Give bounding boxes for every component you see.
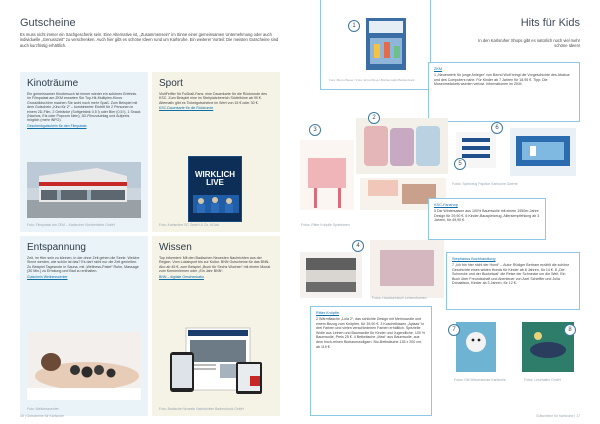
badge-7: 7 — [448, 324, 460, 336]
badge-2: 2 — [368, 112, 380, 124]
stephanus-box — [446, 252, 580, 310]
stephanus-text: 7 „Ich bin hier nicht der Hund“ – Autor Rüdiger Bertram erzählt die schöne Geschichte eines wilden Hunds für Kinder ab 8 Jahren, für 14 €. 8 „Die Schnecke und der Buckelwal“ die Reise der Schnecke um die Welt. Ein Buch über Freundschaft und Abenteuer von Axel Scheffler und Julia Donaldson, Kinder ab 3 Jahren, für 12 €. — [452, 263, 570, 286]
wissen-link[interactable]: BNN – digitale Geschenkabo — [159, 274, 204, 279]
kino-link[interactable]: Geschenkgutschein für den Filmpalast — [27, 123, 87, 128]
kbox-image-1 — [320, 0, 431, 90]
page-title-gutscheine: Gutscheine — [20, 17, 76, 29]
sport-box — [152, 72, 280, 232]
sport-title: Sport — [159, 78, 183, 89]
badge-1: 1 — [348, 20, 360, 32]
cinema-photo — [27, 162, 141, 218]
massage-photo — [27, 332, 141, 400]
sport-caption: Foto: Karlsruher SC GmbH & Co. KGaA — [159, 222, 220, 227]
page-title-kids: Hits für Kids — [520, 17, 580, 29]
zkm-box — [428, 62, 580, 122]
right-footer: Gutscheine für Karlsruhe | 17 — [535, 414, 580, 418]
stephanus-link[interactable]: Stephanus Buchhandlung — [452, 257, 496, 261]
kino-caption: Foto: Filmpalast am ZKM – Karlsruher Kinobetriebe GmbH — [27, 222, 115, 227]
entspannung-caption: Foto: Wellnesscenter — [27, 406, 59, 411]
kino-box — [20, 72, 148, 232]
kids-clothes-photo — [452, 124, 580, 188]
wissen-text: Top informiert: Mit den Badischen Neuesten Nachrichten aus der Region. Vom Lokalsport bis zur Kultur. BNN Gutscheine für das BNN-Abo ab 45 €, zum Beispiel „Buch für Sechs Wochen“ mit einem Monat zum Kennenlernen oder „Ein Jahr BNN“. — [159, 256, 271, 274]
sport-link[interactable]: KSC-Dauerkarte für die Rückrunde — [159, 106, 214, 111]
caption-3: Fotos: Ritter Knöpfle Spielwaren — [301, 223, 350, 227]
ritter-text: 2 Wärmflasche „Lola 2“, das schlichte Design mit Merinowolle und einem Bezug zum Knöpfen, für 39,90 €. 3 Kuschelkissen „Aylaas“ in drei Farben und vielen verschiedenen Farben erhältlich. Spezielle Wolle aus Leinen und Baumwolle für Kinder und Jugendliche, 100 % Baumwolle, Preis 25 €. 4 Bettwäsche „Maxi“ aus Baumwolle, aus dem hoch-reinen Biobaumwollgarn. Bio-Bettwäsche 135 x 200 cm, ab 119 €. — [316, 317, 426, 349]
ksc-fanshop-box — [428, 198, 546, 240]
newspaper-devices — [166, 322, 266, 400]
wissen-box — [152, 236, 280, 416]
caption-1: Foto: Bruno Bauer / Foto: Ernst Meyer Büchermarkt Badendruck — [329, 78, 415, 82]
zkm-link[interactable]: ZKM — [434, 67, 443, 71]
entspannung-box — [20, 236, 148, 416]
ritter-box — [310, 306, 432, 416]
intro-text: Es muss nicht immer ein Sachgeschenk sein. Eine Alternative ist, „Zusammensein“ im Sinne einer gemeinsamen Unternehmung oder auch individuelle „Genusszeit“ zu verschenken. Auch hier gibt es schöne Ideen rund um Karlsruhe. Ein weiterer Vorteil: Die meisten Gutscheine sind auch kurzfristig erhältlich. — [20, 32, 279, 48]
kids-intro: In den Karlsruher Shops gibt es natürlich noch viel mehr schöne Ideen! — [478, 38, 580, 49]
fanshop-link[interactable]: KSC-Fanshop — [434, 203, 458, 207]
caption-7: Fotos: Die Wissensecke Karlsruhe — [454, 378, 506, 382]
entspannung-link[interactable]: Gutschein Wellnesscenter — [27, 274, 68, 279]
caption-5: Fotos: Spielzeug Papillon Karlsruhe Galerie — [452, 182, 518, 186]
entspannung-title: Entspannung — [27, 242, 86, 253]
blankets-photo — [300, 236, 450, 302]
kino-text: Ein gemeinsamer Kinobesuch ist immer wieder ein schönes Erlebnis. Im Filmpalast am ZKM erwarten Sie Top-Hit-Multiplex-Kinos Grossbildschirm machen Sie wohl noch mehr Spaß. Zum Beispiel mit dem Gutschein „Kino für 2“ – kombinierter Eintritt für 2 Personen in einem 2D-Film, 2 Getränke (Softgetränk 0,5 l) oder Bier (0,5 l), 1 Snack (Nachos, Eis oder Popcorn klein), 3D-Filmzuschlag und Aufpreis möglich (mehr INFO). — [27, 92, 141, 123]
caption-8: Fotos: Lesehafen GmbH — [524, 378, 561, 382]
zkm-text: 1 „Neuerwerb für junge Anleger“ von Bernd Wolf bringt die Vorgeschichte des Abakus und des Computers nahe. Für Kinder ab 7 Jahren für 18,95 €. Tipp: Die Museumstickets wurden verlost. Informationen im ZKM. — [434, 73, 570, 87]
sport-text: VisitFeiffer für Fußball-Fans: eine Dauerkarte für die Rückrunde des KSC. Zum Beispiel eine im Stehplatzbereich Südtribüne ab 99 €. Alternativ gibt es Ticketgutscheine im Wert von 15 € oder 30 €. — [159, 92, 267, 105]
badge-4: 4 — [352, 240, 364, 252]
books-photo — [452, 322, 580, 372]
book-title: WIRKLICH LIVE — [195, 170, 235, 187]
ksc-book-cover — [188, 156, 242, 222]
wissen-title: Wissen — [159, 242, 192, 253]
badge-8: 8 — [564, 324, 576, 336]
badge-3: 3 — [309, 124, 321, 136]
pillows-photo — [300, 118, 448, 210]
wissen-caption: Foto: Badische Neueste Nachrichten Badendruck GmbH — [159, 406, 244, 411]
kino-title: Kinoträume — [27, 78, 79, 89]
ritter-link[interactable]: Ritter Knöpfle — [316, 311, 340, 315]
badge-6: 6 — [491, 122, 503, 134]
left-footer: 18 | Gutscheine für Karlsruhe — [20, 414, 65, 418]
entspannung-text: Zeit, im Hier sein zu können, in der ohne Zeit gehen die Seele. Welche Sinne werden, wie schön ist das? Es darf nicht nur die Zeit genießen. Zu Beispiel Tagesnote in Sauna, mit „Wellness-Paket“ Ruhe, Massage (30 Min.) zu Erholung und Bad zu enthalten. — [27, 256, 140, 274]
fanshop-text: 5 Die Wintersaison aus 100% Baumwolle mit einem 1950er-Jahre Design für 29,90 €. 6 Kinder-Bauspielzeug, Altersempfehlung ab 3 Jahren, für 49,90 €. — [434, 209, 540, 223]
badge-5: 5 — [454, 158, 466, 170]
caption-4: Fotos: Handwebstuhl Lebensformen — [372, 296, 427, 300]
